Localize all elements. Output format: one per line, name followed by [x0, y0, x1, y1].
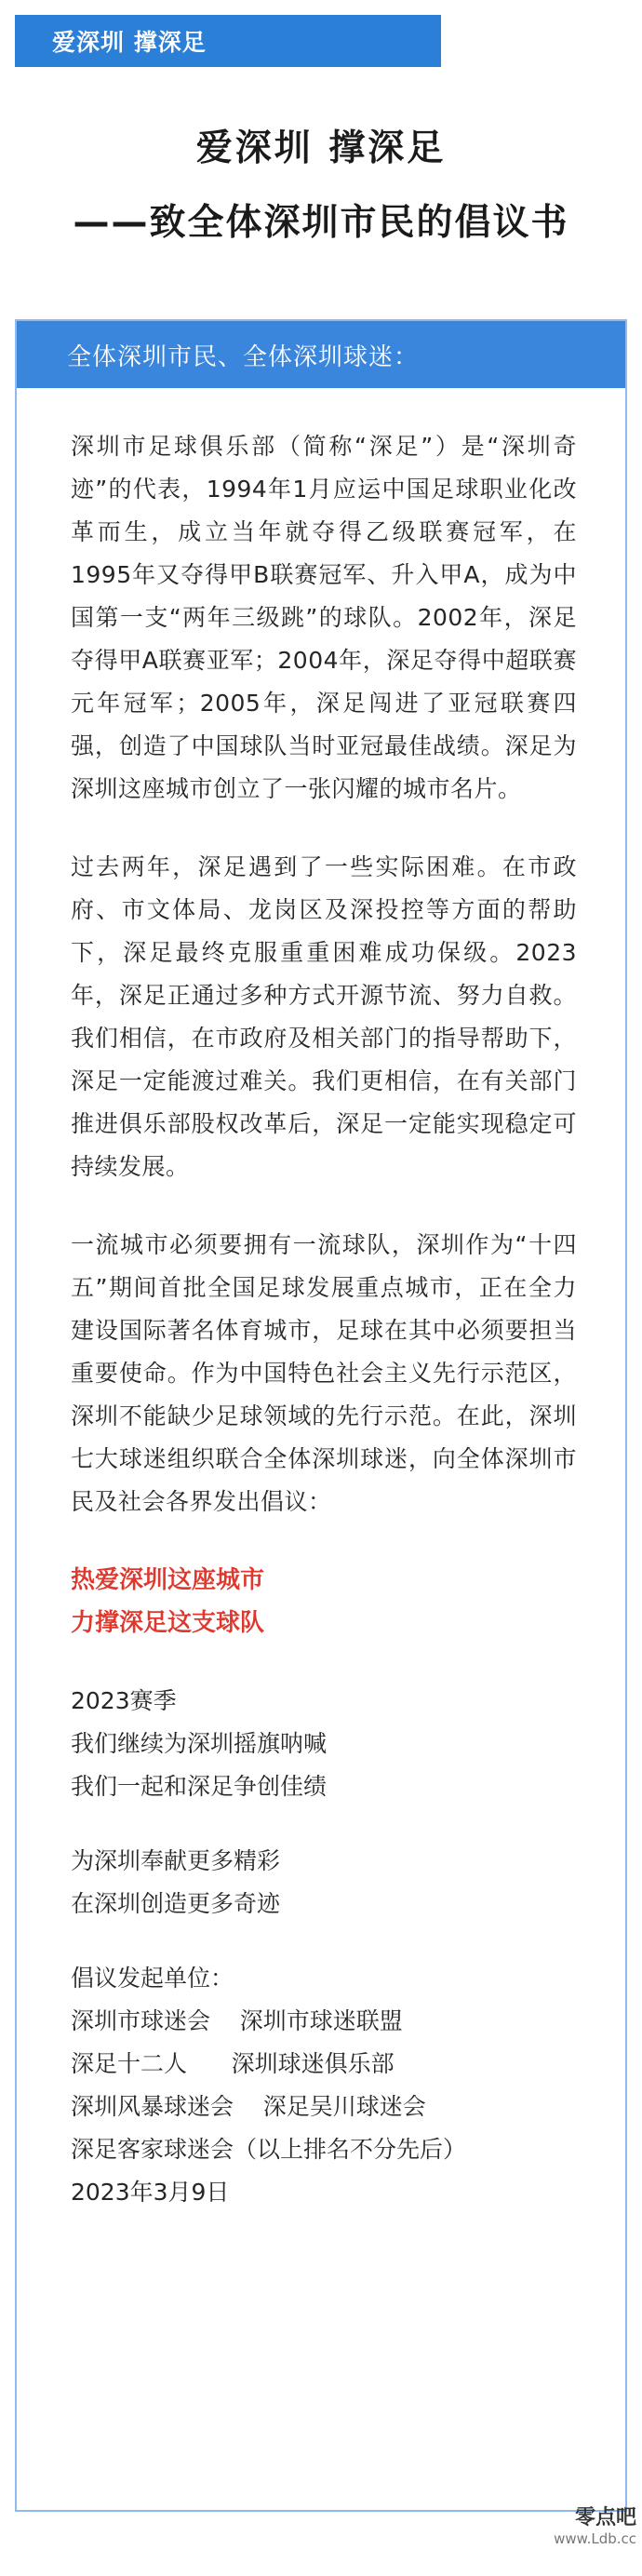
slogan-line-1: 热爱深圳这座城市 [71, 1566, 265, 1594]
letter-date: 2023年3月9日 [71, 2179, 230, 2206]
season-line-1: 2023赛季 [71, 1687, 177, 1714]
page-title: 爱深圳 撑深足 [195, 127, 447, 169]
initiators-row-3: 深圳风暴球迷会 深足吴川球迷会 [71, 2093, 426, 2120]
title-block [0, 121, 642, 251]
panel-header [17, 321, 625, 388]
season-block [71, 1680, 577, 1808]
initiators-block [71, 1957, 577, 2214]
initiators-row-2: 深足十二人 深圳球迷俱乐部 [71, 2050, 395, 2077]
contribute-block [71, 1840, 577, 1925]
paragraph-difficulties: 过去两年，深足遇到了一些实际困难。在市政府、市文体局、龙岗区及深投控等方面的帮助下，深足最终克服重重困难成功保级。2023年，深足正通过多种方式开源节流、努力自救。我们相信，在市政府及相关部门的指导帮助下，深足一定能渡过难关。我们更相信，在有关部门推进俱乐部股权改革后，深足一定能实现稳定可持续发展。 [71, 853, 577, 1180]
watermark [525, 2502, 636, 2557]
contribute-line-1: 为深圳奉献更多精彩 [71, 1847, 281, 1874]
paragraph-appeal: 一流城市必须要拥有一流球队，深圳作为“十四五”期间首批全国足球发展重点城市，正在全力建设国际著名体育城市，足球在其中必须要担当重要使命。作为中国特色社会主义先行示范区，深圳不能缺少足球领域的先行示范。在此，深圳七大球迷组织联合全体深圳球迷，向全体深圳市民及社会各界发出倡议： [71, 1231, 577, 1515]
watermark-url: www.Ldb.cc [554, 2530, 636, 2547]
slogan-line-2: 力撑深足这支球队 [71, 1609, 265, 1637]
banner-text: 爱深圳 撑深足 [52, 29, 207, 56]
salutation: 全体深圳市民、全体深圳球迷： [67, 342, 420, 371]
initiators-row-4: 深足客家球迷会（以上排名不分先后） [71, 2136, 467, 2163]
paragraph-history: 深圳市足球俱乐部（简称“深足”）是“深圳奇迹”的代表，1994年1月应运中国足球职业化改革而生，成立当年就夺得乙级联赛冠军，在1995年又夺得甲B联赛冠军、升入甲A，成为中国第一支“两年三级跳”的球队。2002年，深足夺得甲A联赛亚军；2004年，深足夺得中超联赛元年冠军；2005年，深足闯进了亚冠联赛四强，创造了中国球队当时亚冠最佳战绩。深足为深圳这座城市创立了一张闪耀的城市名片。 [71, 433, 577, 802]
initiators-label: 倡议发起单位： [71, 1965, 234, 1992]
season-line-2: 我们继续为深圳摇旗呐喊 [71, 1730, 328, 1757]
letter-content [17, 388, 625, 2214]
slogan [71, 1559, 577, 1644]
page-subtitle: ——致全体深圳市民的倡议书 [73, 202, 569, 244]
watermark-logo-text: 零点吧 [574, 2506, 636, 2529]
top-banner [15, 15, 441, 67]
season-line-3: 我们一起和深足争创佳绩 [71, 1773, 328, 1800]
contribute-line-2: 在深圳创造更多奇迹 [71, 1890, 281, 1917]
initiators-row-1: 深圳市球迷会 深圳市球迷联盟 [71, 2007, 403, 2034]
letter-panel [15, 319, 627, 2512]
